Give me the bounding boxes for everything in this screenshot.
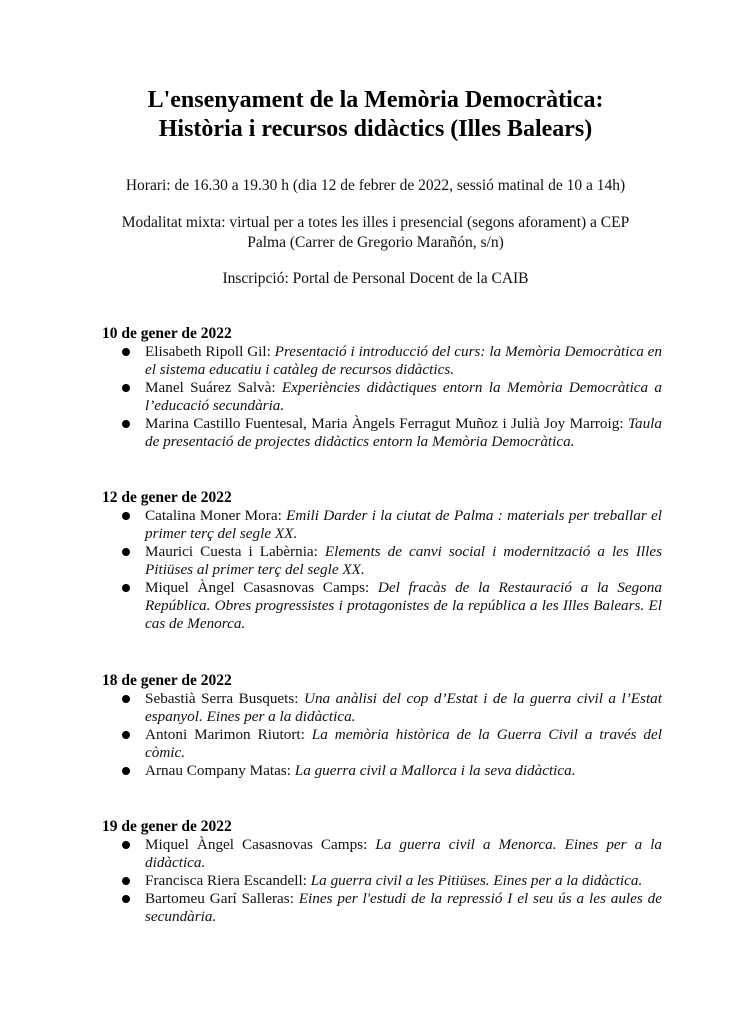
talk-title: Una anàlisi del cop d’Estat i de la guerra civil a l’Estat espanyol. Eines per a la didàctica. xyxy=(145,690,662,725)
bullet-icon xyxy=(122,348,130,356)
speaker-name: Manel Suárez Salvà: xyxy=(145,379,282,396)
talk-title: La guerra civil a les Pitiüses. Eines per a la didàctica. xyxy=(310,872,643,889)
speaker-name: Marina Castillo Fuentesal, Maria Àngels Ferragut Muñoz i Julià Joy Marroig: xyxy=(145,415,628,432)
speaker-name: Elisabeth Ripoll Gil: xyxy=(145,343,275,360)
bullet-icon xyxy=(122,584,130,592)
session-block xyxy=(102,325,662,451)
speaker-name: Sebastià Serra Busquets: xyxy=(145,690,304,707)
list-item xyxy=(102,836,662,872)
speaker-name: Miquel Àngel Casasnovas Camps: xyxy=(145,579,378,596)
session-date: 19 de gener de 2022 xyxy=(102,818,232,835)
modality-line-1: Modalitat mixta: virtual per a totes les illes i presencial (segons aforament) a CEP xyxy=(121,214,630,231)
session-block xyxy=(102,672,662,780)
speaker-name: Miquel Àngel Casasnovas Camps: xyxy=(145,836,376,853)
list-item xyxy=(102,343,662,379)
document-title xyxy=(0,86,751,144)
list-item xyxy=(102,726,662,762)
bullet-icon xyxy=(122,731,130,739)
list-item xyxy=(102,507,662,543)
bullet-icon xyxy=(122,548,130,556)
list-item xyxy=(102,762,662,780)
bullet-icon xyxy=(122,384,130,392)
list-item xyxy=(102,872,662,890)
title-line-1: L'ensenyament de la Memòria Democràtica: xyxy=(147,87,604,113)
speaker-name: Maurici Cuesta i Labèrnia: xyxy=(145,543,325,560)
title-line-2: Història i recursos didàctics (Illes Balears) xyxy=(158,116,593,142)
talk-title: La memòria històrica de la Guerra Civil a través del còmic. xyxy=(145,726,662,761)
session-date: 12 de gener de 2022 xyxy=(102,489,232,506)
list-item xyxy=(102,690,662,726)
session-list xyxy=(102,343,662,451)
talk-title: La guerra civil a Menorca. Eines per a la didàctica. xyxy=(145,836,663,871)
speaker-name: Catalina Moner Mora: xyxy=(145,507,287,524)
list-item xyxy=(102,890,662,926)
talk-title: Taula de presentació de projectes didàctics entorn la Memòria Democràtica. xyxy=(145,415,662,450)
bullet-icon xyxy=(122,895,130,903)
talk-title: Eines per l'estudi de la repressió I el seu ús a les aules de secundària. xyxy=(145,890,662,925)
speaker-name: Antoni Marimon Riutort: xyxy=(145,726,312,743)
schedule-info xyxy=(0,176,751,196)
bullet-icon xyxy=(122,767,130,775)
bullet-icon xyxy=(122,512,130,520)
bullet-icon xyxy=(122,695,130,703)
session-block xyxy=(102,489,662,633)
session-list xyxy=(102,690,662,780)
talk-title: Experiències didàctiques entorn la Memòria Democràtica a l’educació secundària. xyxy=(145,379,662,414)
modality-line-2: Palma (Carrer de Gregorio Marañón, s/n) xyxy=(247,234,504,251)
list-item xyxy=(102,543,662,579)
talk-title: La guerra civil a Mallorca i la seva didàctica. xyxy=(294,762,576,779)
bullet-icon xyxy=(122,420,130,428)
talk-title: Presentació i introducció del curs: la Memòria Democràtica en el sistema educatiu i catàleg de recursos didàctics. xyxy=(145,343,662,378)
session-date: 10 de gener de 2022 xyxy=(102,325,232,342)
talk-title: Emili Darder i la ciutat de Palma : materials per treballar el primer terç del segle XX. xyxy=(145,507,662,542)
session-date: 18 de gener de 2022 xyxy=(102,672,232,689)
list-item xyxy=(102,415,662,451)
talk-title: Elements de canvi social i modernització a les Illes Pitiüses al primer terç del segle XX. xyxy=(145,543,662,578)
talk-title: Del fracàs de la Restauració a la Segona República. Obres progressistes i protagonistes de la república a les Illes Balears. El cas de Menorca. xyxy=(145,579,662,632)
registration-text: Inscripció: Portal de Personal Docent de la CAIB xyxy=(222,270,529,287)
speaker-name: Arnau Company Matas: xyxy=(145,762,295,779)
session-list xyxy=(102,507,662,633)
list-item xyxy=(102,379,662,415)
session-block xyxy=(102,818,662,926)
registration-info xyxy=(0,269,751,289)
bullet-icon xyxy=(122,841,130,849)
schedule-text: Horari: de 16.30 a 19.30 h (dia 12 de febrer de 2022, sessió matinal de 10 a 14h) xyxy=(125,177,626,194)
speaker-name: Bartomeu Garí Salleras: xyxy=(145,890,299,907)
list-item xyxy=(102,579,662,633)
modality-info xyxy=(0,213,751,253)
session-list xyxy=(102,836,662,926)
bullet-icon xyxy=(122,877,130,885)
speaker-name: Francisca Riera Escandell: xyxy=(145,872,311,889)
